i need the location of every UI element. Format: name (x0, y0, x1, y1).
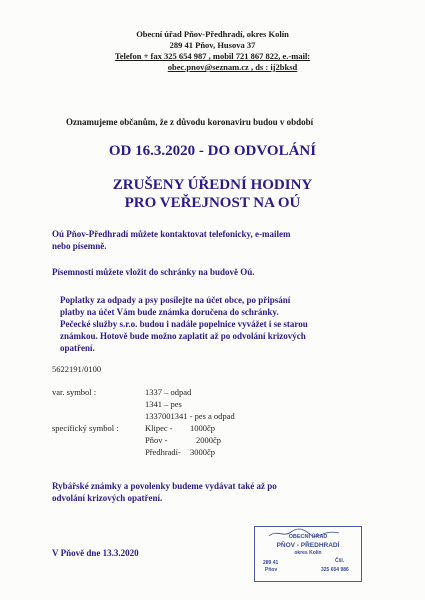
stamp-line-1: OBECNÍ ÚŘAD (288, 534, 328, 540)
documents-line: Písemnosti můžete vložit do schránky na budově Oú. (52, 267, 255, 277)
date-signature-line: V Pňově dne 13.3.2020 (52, 548, 139, 558)
contact-paragraph (52, 228, 370, 252)
closing-paragraph (52, 480, 370, 504)
fees-line-4: známkou. Hotově bude možno zaplatit až po odvolání krizových (60, 331, 306, 341)
spec-symbol-label: specifický symbol : (52, 423, 119, 433)
var-symbol-1: 1337 – odpad (145, 387, 192, 397)
closing-line-2: odvolání krizových opatření. (52, 493, 163, 503)
banner-line-2: PRO VEŘEJNOST NA OÚ (124, 195, 301, 211)
var-symbol-label: var. symbol : (52, 387, 97, 397)
letterhead-email: obec.pnov@seznam.cz , ds : ij2bksd (167, 62, 298, 72)
spec-symbol-1-value: 1000čp (190, 423, 216, 433)
stamp-zip: 289 41 (263, 560, 279, 566)
contact-line-2: nebo písemně. (52, 241, 107, 251)
account-number: 5622191/0100 (52, 364, 102, 374)
stamp-line-3: okres Kolín (294, 550, 322, 556)
closing-line-1: Rybářské známky a povolenky budeme vydávat také až po (52, 481, 277, 491)
var-symbol-3: 1337001341 - pes a odpad (145, 411, 235, 421)
letterhead (0, 29, 425, 73)
var-symbol-2: 1341 – pes (145, 399, 182, 409)
fees-line-3: Pečecké služby s.r.o. budou i nadále popelnice vyvážet i se starou (60, 319, 308, 329)
fees-line-5: opatření. (60, 343, 95, 353)
fees-line-2: platby na účet Vám bude známka doručena do schránky. (60, 307, 279, 317)
stamp-phone: 325 654 986 (321, 567, 349, 573)
spec-symbol-1-name: Klipec - (145, 423, 173, 433)
stamp-line-2: PŇOV - PŘEDHRADÍ (276, 542, 340, 549)
documents-paragraph (52, 266, 370, 278)
letterhead-phone: Telefon + fax 325 654 987 , mobil 721 867 822, e.-mail: (114, 51, 311, 61)
contact-line-1: Oú Pňov-Předhradí můžete kontaktovat telefonicky, e-mailem (52, 229, 291, 239)
letterhead-title: Obecní úřad Pňov-Předhradí, okres Kolín (136, 29, 289, 39)
fees-line-1: Poplatky za odpady a psy posílejte na účet obce, po připsání (60, 295, 291, 305)
fees-paragraph (52, 294, 370, 354)
stamp-number-label: Čšl. (335, 558, 345, 564)
office-stamp (254, 526, 362, 582)
spec-symbol-3-value: 3000čp (190, 447, 216, 457)
spec-symbol-3-name: Předhradí- (145, 447, 181, 457)
banner-line-1: ZRUŠENY ÚŘEDNÍ HODINY (112, 177, 313, 193)
spec-symbol-2-value: 2000čp (196, 435, 222, 445)
letterhead-address: 289 41 Pňov, Husova 37 (169, 40, 256, 50)
stamp-town: Pňov (265, 567, 278, 573)
banner-date: OD 16.3.2020 - DO ODVOLÁNÍ (108, 143, 317, 159)
intro-text: Oznamujeme občanům, že z důvodu koronaviru budou v období (66, 117, 314, 127)
spec-symbol-2-name: Pňov - (145, 435, 168, 445)
